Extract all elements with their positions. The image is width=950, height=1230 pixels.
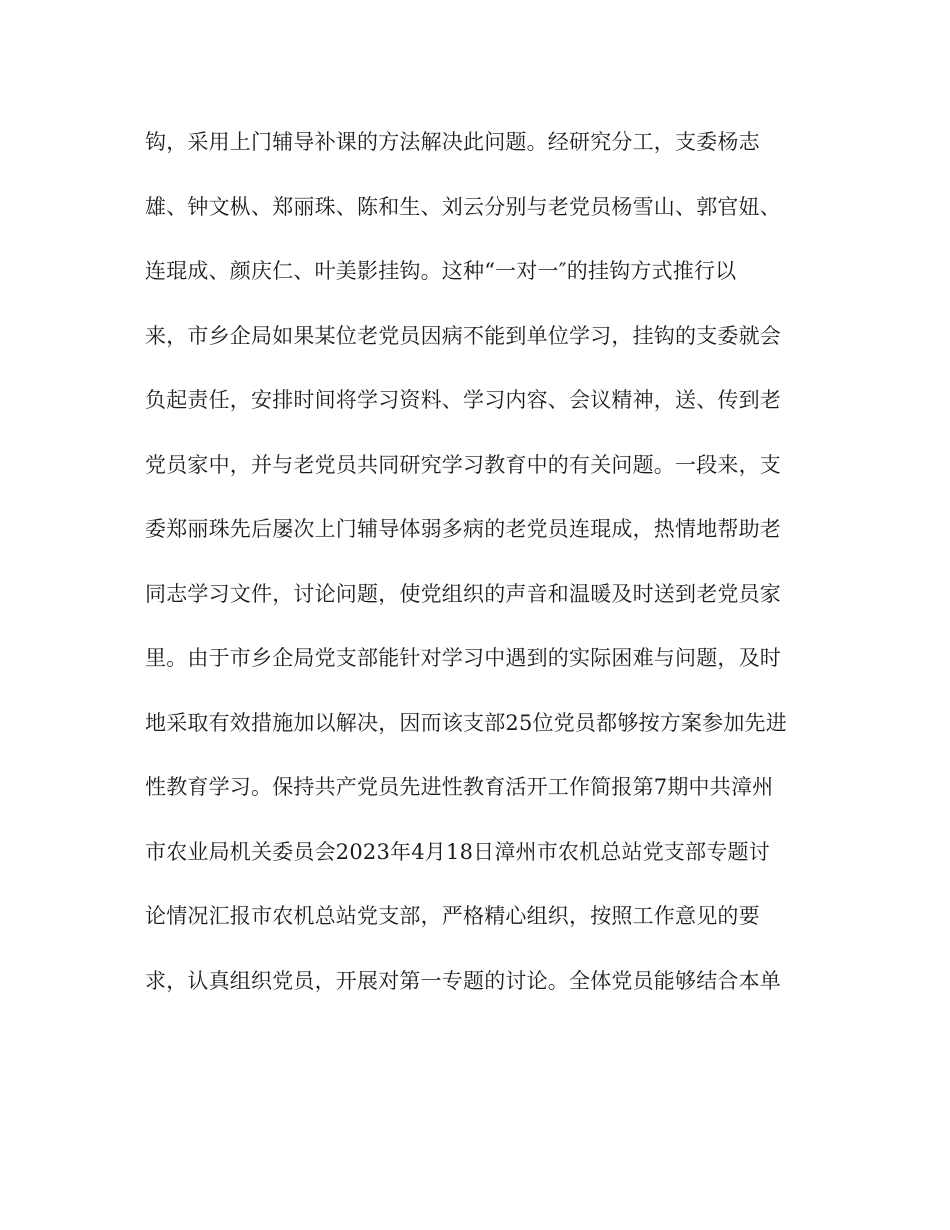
text-line: 市农业局机关委员会2023年4月18日漳州市农机总站党支部专题讨 [145,839,770,864]
text-line: 钩，采用上门辅导补课的方法解决此问题。经研究分工，支委杨志 [145,130,760,154]
text-line: 党员家中，并与老党员共同研究学习教育中的有关问题。一段来，支 [145,452,781,477]
text-line: 委郑丽珠先后屡次上门辅导体弱多病的老党员连琨成，热情地帮助老 [145,517,781,541]
text-line: 来，市乡企局如果某位老党员因病不能到单位学习，挂钩的支委就会 [145,323,781,348]
text-line: 负起责任，安排时间将学习资料、学习内容、会议精神，送、传到老 [145,388,781,412]
text-line: 同志学习文件，讨论问题，使党组织的声音和温暖及时送到老党员家 [145,581,781,606]
body-text [145,124,825,1027]
text-line: 里。由于市乡企局党支部能针对学习中遇到的实际困难与问题，及时 [145,646,781,670]
text-line: 性教育学习。保持共产党员先进性教育活开工作简报第7期中共漳州 [145,775,774,799]
text-line: 求，认真组织党员，开展对第一专题的讨论。全体党员能够结合本单 [145,968,781,993]
text-line: 连琨成、颜庆仁、叶美影挂钩。这种“一对一″的挂钩方式推行以 [145,259,737,283]
text-line: 雄、钟文枞、郑丽珠、陈和生、刘云分别与老党员杨雪山、郭官妞、 [145,194,781,219]
text-line: 地采取有效措施加以解决，因而该支部25位党员都够按方案参加先进 [145,710,787,735]
text-line: 论情况汇报市农机总站党支部，严格精心组织，按照工作意见的要 [145,904,760,928]
